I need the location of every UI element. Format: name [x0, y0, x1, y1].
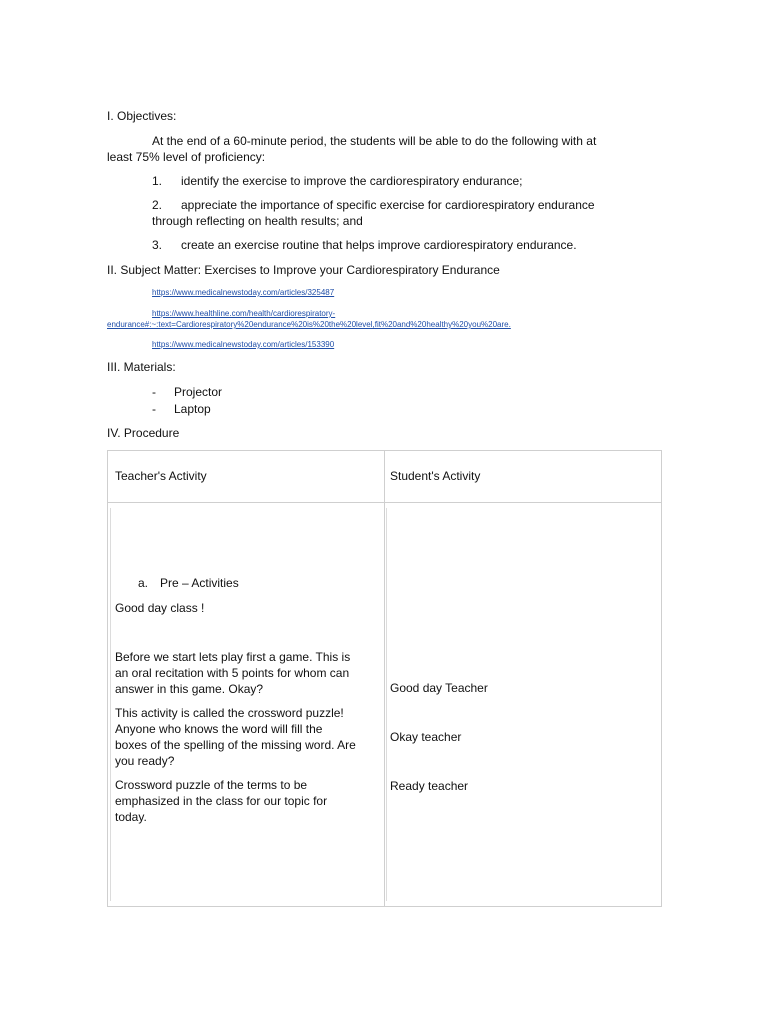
- column-header-teacher: Teacher's Activity: [115, 469, 207, 483]
- teacher-line: boxes of the spelling of the missing word. Are: [115, 738, 356, 752]
- reference-link-3[interactable]: https://www.medicalnewstoday.com/articles/153390: [152, 340, 335, 349]
- teacher-line: an oral recitation with 5 points for whom can: [115, 666, 350, 680]
- student-response: Ready teacher: [390, 779, 469, 793]
- materials-bullet-2: -: [152, 402, 156, 416]
- materials-item-laptop: Laptop: [174, 402, 211, 416]
- teacher-line: you ready?: [115, 754, 175, 768]
- reference-link-1[interactable]: https://www.medicalnewstoday.com/articles/325487: [152, 288, 335, 297]
- objectives-heading: I. Objectives:: [107, 109, 177, 123]
- procedure-table: [107, 450, 662, 907]
- student-response: Okay teacher: [390, 730, 462, 744]
- objective-2-number: 2.: [152, 198, 163, 212]
- subject-matter-heading: II. Subject Matter: Exercises to Improve your Cardiorespiratory Endurance: [107, 263, 500, 277]
- table-inner-left-border: [110, 508, 111, 901]
- objective-2-text-line2: through reflecting on health results; and: [152, 214, 363, 228]
- materials-item-projector: Projector: [174, 385, 223, 399]
- materials-heading: III. Materials:: [107, 360, 176, 374]
- table-inner-right-border: [386, 508, 387, 901]
- procedure-heading: IV. Procedure: [107, 426, 180, 440]
- objectives-intro-line2: least 75% level of proficiency:: [107, 150, 266, 164]
- teacher-line: This activity is called the crossword puzzle!: [115, 706, 344, 720]
- reference-link-2-line2[interactable]: endurance#:~:text=Cardiorespiratory%20endurance%20is%20the%20level,fit%20and%20healthy%20you%20are.: [107, 320, 511, 329]
- teacher-line: Crossword puzzle of the terms to be: [115, 778, 308, 792]
- objective-1-number: 1.: [152, 174, 163, 188]
- objective-3-text: create an exercise routine that helps improve cardiorespiratory endurance.: [181, 238, 577, 252]
- column-header-student: Student's Activity: [390, 469, 481, 483]
- teacher-line: Anyone who knows the word will fill the: [115, 722, 323, 736]
- teacher-line: Good day class !: [115, 601, 205, 615]
- objective-1-text: identify the exercise to improve the cardiorespiratory endurance;: [181, 174, 523, 188]
- table-column-divider: [384, 451, 385, 906]
- objectives-intro-line1: At the end of a 60-minute period, the students will be able to do the following with at: [152, 134, 597, 148]
- teacher-line: emphasized in the class for our topic for: [115, 794, 328, 808]
- reference-link-2-line1[interactable]: https://www.healthline.com/health/cardiorespiratory-: [152, 309, 336, 318]
- teacher-line: answer in this game. Okay?: [115, 682, 264, 696]
- section-label: a.: [138, 576, 149, 590]
- objective-2-text-line1: appreciate the importance of specific exercise for cardiorespiratory endurance: [181, 198, 595, 212]
- section-title: Pre – Activities: [160, 576, 239, 590]
- objective-3-number: 3.: [152, 238, 163, 252]
- materials-bullet-1: -: [152, 385, 156, 399]
- teacher-line: Before we start lets play first a game. This is: [115, 650, 351, 664]
- student-response: Good day Teacher: [390, 681, 488, 695]
- teacher-line: today.: [115, 810, 147, 824]
